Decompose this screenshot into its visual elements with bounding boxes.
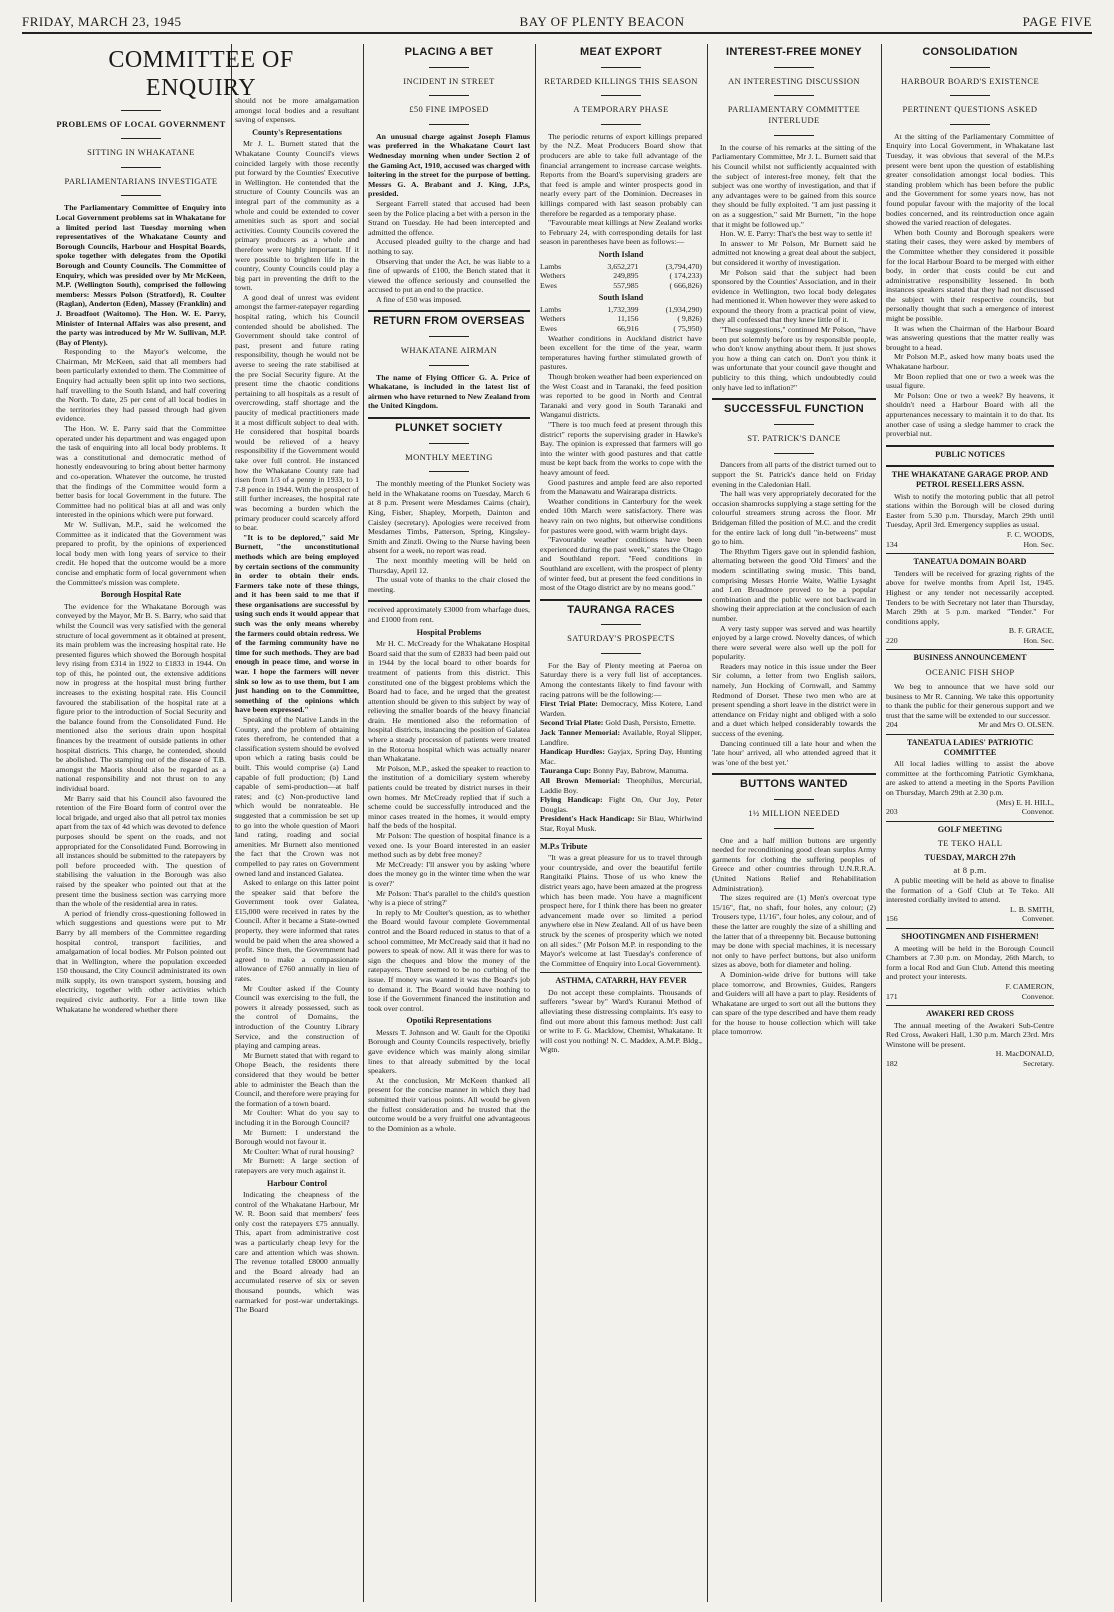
- divider: [56, 162, 226, 172]
- divider: [540, 91, 702, 101]
- article-paragraph: Weather conditions in Auckland district have been excellent for the time of the year, warm temperatures having further stimulated growth of pastures.: [540, 333, 702, 372]
- divider: [886, 465, 1054, 467]
- article-paragraph: "Favourable meat killings at New Zealand works to February 24, with corresponding details for last season in parentheses have been as follows:—: [540, 218, 702, 247]
- divider: [540, 599, 702, 601]
- divider: [712, 419, 876, 429]
- article-paragraph: The periodic returns of export killings prepared by the N.Z. Meat Producers Board show that producers are able to take full advantage of the financial arrangement to increase carcase weights. Reports from the Board's supervising graders are that feed is ample and winter prospects good in nearly every part of the Dominion. Decreases in killings compared with last season probably can therefore be regarded as a temporary phase.: [540, 131, 702, 218]
- column-6: [886, 44, 1054, 1604]
- table-row: Wethers 11,156 ( 9,826): [540, 314, 702, 324]
- article-paragraph: Hon. W. E. Parry: That's the best way to settle it!: [720, 229, 873, 239]
- killings-table-north: [540, 262, 702, 291]
- notice-signature: F. C. WOODS,: [1006, 529, 1054, 539]
- article-paragraph: It was when the Chairman of the Harbour Board was answering questions that the matter really was brought to a head.: [886, 323, 1054, 352]
- notice-garage-association: [886, 470, 1054, 549]
- divider: [368, 310, 530, 312]
- race-entry: Second Trial Plate: Gold Dash, Persisto, Ernette.: [540, 718, 696, 728]
- divider: [886, 1005, 1054, 1006]
- subhead: PARLIAMENTARY COMMITTEE INTERLUDE: [727, 104, 861, 126]
- divider: [886, 445, 1054, 447]
- article-paragraph: should not be more amalgamation amongst local bodies and a resultant saving of expenses.: [235, 96, 359, 125]
- divider: [712, 91, 876, 101]
- divider: [540, 119, 702, 129]
- notice-text: A public meeting will be held as above to finalise the formation of a Golf Club at Te Teko. All interested cordially invited to attend.: [886, 875, 1054, 905]
- divider: [712, 823, 876, 833]
- notice-footer: 156 Convener.: [886, 914, 1054, 924]
- table-heading: South Island: [598, 293, 644, 303]
- article-paragraph: "These suggestions," continued Mr Polson, "have been put solemnly before us by responsible people, who don't know anything about them. It just shows you how a thing can catch on. Don't you think it was unfortunate that your council gave thought and publicity to this thing, which undoubtedly could only have led to inflation?": [712, 325, 876, 392]
- column-4: [540, 44, 702, 1604]
- divider: [540, 62, 702, 72]
- issue-date: FRIDAY, MARCH 23, 1945: [22, 14, 182, 29]
- table-row: Lambs 1,732,399 (1,934,290): [540, 304, 702, 314]
- subhead: £50 FINE IMPOSED: [409, 104, 489, 115]
- subhead: INCIDENT IN STREET: [403, 75, 495, 86]
- subhead-local-government: PROBLEMS OF LOCAL GOVERNMENT: [56, 118, 226, 129]
- divider: [56, 191, 226, 201]
- headline-placing-a-bet: PLACING A BET: [404, 46, 494, 58]
- race-entry: Jack Tanner Memorial: Available, Royal Slipper, Landfire.: [540, 728, 702, 747]
- subhead: ST. PATRICK'S DANCE: [747, 432, 841, 443]
- notice-footer: 134 Hon. Sec.: [886, 539, 1054, 549]
- notice-footer: 220 Hon. Sec.: [886, 635, 1054, 645]
- divider: [712, 130, 876, 140]
- article-paragraph: Readers may notice in this issue under the Beer Sir column, a letter from two English sailors, namely, Jun Hocking of Cornwall, and Sammy Redmond of Dorset. These two men who are at present spending a short leave in the district were in attendance on Friday night and obliged with a solo and a duet which helped considerably towards the success of the evening.: [712, 661, 876, 739]
- paper-name: BAY OF PLENTY BEACON: [519, 14, 685, 29]
- divider: [886, 62, 1054, 72]
- article-paragraph: Sergeant Farrell stated that accused had been seen by the Police placing a bet with a person in the Strand on Tuesday. He had been intercepted and admitted the offence.: [368, 198, 530, 237]
- article-paragraph: Mr Burnett: I understand the Borough would not favour it.: [235, 1127, 359, 1147]
- race-entry: First Trial Plate: Democracy, Miss Kotere, Land Warden.: [540, 699, 702, 718]
- article-paragraph: One and a half million buttons are urgently needed for reconditioning good clean surplus Army garments for clothing the suffering peoples of Greece and other countries through U.N.R.R.A. (United Nations Relief and Rehabilitation Administration).: [712, 835, 876, 893]
- divider: [540, 838, 702, 839]
- column-rule: [363, 44, 364, 1602]
- notice-domain-board: [886, 557, 1054, 645]
- table-row: Ewes 557,985 ( 666,826): [540, 280, 702, 290]
- article-paragraph: Mr Polson: One or two a week? By heavens, it shouldn't need a Harbour Board with all the appurtenances necessary to maintain it to do that. Its another case of using a sledge hammer to crack the proverbial nut.: [886, 390, 1054, 439]
- article-paragraph: Mr Polson, M.P., asked the speaker to reaction to the institution of a domiciliary system whereby patients could be treated by district nurses in their own homes. Mr McCready replied that if such a scheme could be successfully introduced and the minor cases treated in the homes, it would empty half the beds of the hospital.: [368, 763, 530, 831]
- divider: [540, 972, 702, 973]
- article-paragraph: Mr Burnett: A large section of ratepayers are very much against it.: [235, 1156, 359, 1175]
- notice-title: GOLF MEETING: [937, 824, 1003, 834]
- notice-text: We beg to announce that we have sold our business to Mr R. Canning. We take this opportunity to thank the public for their generous support and we trust that the same will be extended to our successor.: [886, 682, 1054, 720]
- article-paragraph: Mr Coulter: What of rural housing?: [243, 1146, 354, 1156]
- article-paragraph: Mr Polson M.P., asked how many boats used the Whakatane harbour.: [886, 352, 1054, 372]
- article-paragraph: At the sitting of the Parliamentary Committee of Enquiry into Local Government, in Whakatane last Tuesday, it was obvious that several of the M.P.s present were bent upon the question of establishing greater consolidation amongst local bodies. This standing problem which has been before the public and the Government for some years now, has not found popular favour with the majority of the local bodies concerned, and its reintroduction once again showed the varied reaction of delegates.: [886, 131, 1054, 228]
- subhead: MONTHLY MEETING: [405, 451, 493, 462]
- article-paragraph: Dancing continued till a late hour and when the 'late hour' arrived, all who attended agreed that it was 'one of the best yet.': [712, 738, 876, 767]
- article-paragraph: Mr H. C. McCready for the Whakatane Hospital Board said that the sum of £2833 had been paid out in 1944 by the local board to other boards for treatment of patients from this district. This constituted one of the biggest problems which the Board had to face, and he urged that the greatest attention should be given to this subject by way of relieving the smaller boards of the heavy financial drain. He mentioned also the reformation of hospital districts, instancing the position of Galatea where a steady procession of patients were treated in the Rotorua hospital which was actually nearer than Whakatane.: [368, 639, 530, 764]
- article-paragraph: received approximately £3000 from wharfage dues, and £1000 from rent.: [368, 605, 530, 624]
- article-paragraph: Weather conditions in Canterbury for the week ended 10th March were satisfactory. There was heavy rain on two nights, but otherwise conditions for pastures were good, with warm bright days.: [540, 496, 702, 535]
- article-lead: The Parliamentary Committee of Enquiry into Local Government problems sat in Whakatane for a limited period last Tuesday morning when representatives of the Whakatane County and Borough Councils, Harbour and Hospital Boards, spoke together with delegates from the Opotiki Borough and County Councils. The Committee of Enquiry, which was presided over by Mr McKeen, M.P. (Wellington South), comprised the following members: Messrs Polson (Stratford), R. Coulter (Raglan), Anderton (Eden), Massey (Franklin) and J. Broadfoot (Waitomo). The Hon. W. E. Parry, Minister of Internal Affairs was also present, and the party was introduced by Mr W. Sullivan, M.P. (Bay of Plenty).: [56, 203, 226, 347]
- notice-footer: 171 Convenor.: [886, 991, 1054, 1001]
- subhead-parliamentarians: PARLIAMENTARIANS INVESTIGATE: [64, 175, 218, 186]
- subhead: HARBOUR BOARD'S EXISTENCE: [900, 75, 1040, 86]
- column-rule: [231, 44, 232, 1602]
- subhead: AN INTERESTING DISCUSSION: [728, 75, 860, 86]
- article-paragraph: Accused pleaded guilty to the charge and had nothing to say.: [368, 237, 530, 256]
- headline-meat-export: MEAT EXPORT: [580, 46, 662, 58]
- notice-text: Wish to notify the motoring public that all petrol stations within the Borough will be closed during Easter from 5.30 p.m. Thursday, March 29th until Tuesday, April 3rd. Emergency supplies as usual.: [886, 491, 1054, 530]
- column-rule: [881, 44, 882, 1602]
- article-paragraph: Mr Burnett stated that with regard to Ohope Beach, the residents there considered that they would be better able to administer the Beach than the Council, and therefore were praying for the formation of a town board.: [235, 1050, 359, 1108]
- notice-shootingmen: [886, 932, 1054, 1001]
- article-paragraph: Observing that under the Act, he was liable to a fine of upwards of £100, the Bench stated that it viewed the offence seriously and counselled the accused to put an end to the practice.: [368, 256, 530, 295]
- divider: [712, 794, 876, 804]
- notice-time: at 8 p.m.: [953, 864, 987, 875]
- notice-signature: (Mrs) E. H. HILL,: [996, 797, 1054, 807]
- subhead: A TEMPORARY PHASE: [573, 104, 669, 115]
- notice-title: TANEATUA DOMAIN BOARD: [913, 557, 1027, 567]
- notice-footer: 203 Convenor.: [886, 807, 1054, 817]
- section-heading: Hospital Problems: [416, 627, 482, 637]
- article-paragraph: The Rhythm Tigers gave out in splendid fashion, alternating between the good 'Old Timers' and the modern scintillating swing music. This band, comprising Messrs Horrie Waite, Wallie Lysaght and Len Broadmore proved to be a popular combination and the public were not backward in showing their appreciation at the conclusion of each number.: [712, 546, 876, 623]
- headline-committee-of-enquiry: COMMITTEE OF ENQUIRY: [108, 47, 294, 101]
- notice-text: Tenders will be received for grazing rights of the above for twelve months from April 1st, 1945. Highest or any tender not necessarily accepted. Tenders to be with Secretary not later than Thursday, March 29th at 5 p.m. marked "Tender." For conditions apply,: [886, 568, 1054, 626]
- subhead-sitting: SITTING IN WHAKATANE: [87, 147, 195, 158]
- article-paragraph: At the conclusion, Mr McKeen thanked all present for the concise manner in which they had submitted their various points. All would be given the fullest consideration and he trusted that the outcome would be a very fruitful one advantageous to the Dominion as a whole.: [368, 1075, 530, 1133]
- notice-subtitle: TE TEKO HALL: [937, 838, 1003, 849]
- notice-golf-meeting: [886, 825, 1054, 924]
- section-heading: County's Representations: [252, 127, 342, 137]
- race-entry: Handicap Hurdles: Gayjax, Spring Day, Hunting Mac.: [540, 747, 703, 766]
- article-paragraph: Asked to enlarge on this latter point the speaker said that before the Government took over Galatea, £15,000 were received in rates by the Council. After it became a State-owned property, they were informed that rates would be paid when the area showed a profit. Since then, the Government had agreed to make a compassionate allowance of £760 annually in lieu of rates.: [235, 878, 359, 984]
- subhead: WHAKATANE AIRMAN: [400, 345, 498, 356]
- notice-footer: 204 Mr and Mrs O. OLSEN.: [886, 720, 1054, 730]
- article-paragraph: The hall was very appropriately decorated for the occasion shamrocks supplying a stage setting for the colourful streamers strung across the floor. Mr Bridgeman filled the position of M.C. and the credit for the entire lack of long dull "in-betweens" must go to him.: [712, 489, 876, 547]
- article-paragraph: A period of friendly cross-questioning followed in which suggestions and questions were put to Mr Barry by all members of the Committee regarding hospital control, transport facilities, and amalgamation of local bodies. Mr Polson pointed out that in Wellington, where the population exceeded 150 thousand, the City Council administrated its own milk supply, its own transport system, housing and electricity, together with other activities which required civic authority. For a little town like Whakatane he wondered whether there: [56, 908, 226, 1014]
- notice-text: A meeting will be held in the Borough Council Chambers at 7.30 p.m. on Monday, 26th March, to form a local Rod and Gun Club. Attend this meeting and protect your interests.: [886, 943, 1054, 982]
- article-paragraph: Mr Coulter asked if the County Council was exercising to the full, the powers it already possessed, such as the control of Domains, the introduction of the Country Library Service, and the construction of playing and camping areas.: [235, 983, 359, 1051]
- notice-subtitle: OCEANIC FISH SHOP: [925, 667, 1015, 678]
- divider: [368, 331, 530, 341]
- divider: [368, 600, 530, 602]
- divider: [886, 553, 1054, 554]
- headline-return-from-overseas: RETURN FROM OVERSEAS: [373, 315, 525, 328]
- article-paragraph: The sizes required are (1) Men's overcoat type 15/16", flat, no shaft, four holes, any colour; (2) Trousers type, 11/16", four holes, any colour, and of these the latter are roughly the size of a shilling and the latter that of a threepenny bit. Because buttoning may be done with special machines, it is necessary not only to have perfect buttons, but also uniform sizes as above, both for diameter and holing.: [712, 893, 876, 970]
- article-paragraph: The next monthly meeting will be held on Thursday, April 12.: [368, 555, 530, 575]
- article-paragraph: In reply to Mr Coulter's question, as to whether the Board would favour complete Governmental control and the Board reduced in status to that of a school committee, Mr McCready said that it had no powers to speak of now. All it was there for was to sign the cheques and blow the money of the ratepayers. There seemed to be no curbing of the issue. If money was wanted it was the Board's job to demand it. The Board would have nothing to lose if the Government financed the institution and took over control.: [368, 907, 530, 1013]
- article-paragraph: The monthly meeting of the Plunket Society was held in the Whakatane rooms on Tuesday, March 6 at 8 p.m. Present were Mesdames Cairns (chair), King, Fisher, Shapley, Morpeth, Dainton and Caisley (secretary). Apologies were received from Mesdames Timbs, Patterson, Spring, Kingsley-Smith and Zinzli. Owing to the Nurse having been absent for a week, no report was read.: [368, 479, 530, 556]
- notice-text: The annual meeting of the Awakeri Sub-Centre Red Cross, Awakeri Hall, 1.30 p.m. March 23rd. Mrs Winstone will be present.: [886, 1020, 1054, 1049]
- column-rule: [535, 44, 536, 1602]
- article-paragraph: Mr Polson: The question of hospital finance is a vexed one. Is your Board interested in an easier method such as by debt free money?: [368, 831, 530, 860]
- notice-text: All local ladies willing to assist the above committee at the forthcoming Patriotic Gymkhana, are asked to attend a meeting in the Sports Pavilion on Thursday, March 29th at 2.30 p.m.: [886, 759, 1054, 797]
- article-paragraph: Mr McCready: I'll answer you by asking 'where does the money go in the winter time when the war is over?': [368, 859, 530, 888]
- article-paragraph: Mr Boon replied that one or two a week was the usual figure.: [886, 371, 1054, 391]
- article-paragraph: Mr J. L. Burnett stated that the Whakatane County Council's views coincided largely with those recently put forward by the Counties' Executive in Wellington. He contended that the structure of County Councils was an integral part of the community as a whole and could be extended to cover amenities such as sport and social activities. County Councils covered the primary producers as a whole and therefore were highly important. If it were possible to brighten life in the country, County Councils could play a big part in preventing the drift to the town.: [235, 139, 359, 293]
- headline-consolidation: CONSOLIDATION: [922, 46, 1018, 58]
- killings-table-south: [540, 305, 702, 334]
- article-paragraph: Mr Coulter: What do you say to including it in the Borough Council?: [235, 1108, 359, 1127]
- race-entry: All Brown Memorial: Theophilus, Mercurial, Laddie Boy.: [540, 776, 702, 795]
- quoted-statement: "It is to be deplored," said Mr Burnett, "the unconstitutional methods which are being employed by certain sections of the community in order to obtain their ends. Farmers take note of these things, and it has been said to me that if these organisations are successful by using such ends it would appear that such was the only means whereby the farmers could obtain redress. We of the farming community have no time for such methods. They are bad enough in peace time, and worse in war. I hope the farmers will never sink so low as to use them, but I am just handing on to the Committee, something of the opinions which have been expressed.": [235, 532, 359, 715]
- article-paragraph: The name of Flying Officer G. A. Price of Whakatane, is included in the latest list of airmen who have returned to New Zealand from the United Kingdom.: [368, 372, 530, 411]
- divider: [56, 105, 226, 115]
- article-paragraph: Responding to the Mayor's welcome, the Chairman, Mr McKeen, said that all members had been particularly extended to them. The Committee of Enquiry had actually been split up into two sections, half travelling to the South Island, and half covering the North. To date, 25 per cent of all local bodies in the territories they had passed through had given evidence.: [56, 347, 226, 424]
- divider: [886, 649, 1054, 650]
- section-heading: M.P.s Tribute: [540, 841, 588, 851]
- article-paragraph: When both County and Borough speakers were stating their cases, they were asked by members of the Committee whether they considered it possible for the local Harbour Board to be merged with either body, in order that costs could be cut and administrative responsibility lessened. In both instances speakers stated that they had not discussed the subject with their respective councils, but personally thought that such a emergence of interest might be possible.: [886, 227, 1054, 324]
- article-paragraph: The usual vote of thanks to the chair closed the meeting.: [368, 575, 530, 594]
- table-row: Lambs 3,652,271 (3,794,470): [540, 261, 702, 271]
- article-paragraph: The evidence for the Whakatane Borough was conveyed by the Mayor, Mr B. S. Barry, who said that whilst the Council was very satisfied with the general structure of local government as it obtained at present, its main problem was the increasing hospital rate. He presented figures which showed the Borough hospital levy rising from £314 in 1922 to £1833 in 1944. On top of this, he pointed out, the extensive additions now in progress at the hospital must bring further increases to the existing hospital rate. His Council favoured the stabilisation of the hospital rate at a figure prior to the introduction of Social Security and the balance found from the Consolidated Fund. He mentioned also the serious drain upon hospital finances by the treatment of outside patients in other hospital districts. This charge, he contended, should be abolished. The stamping out of the disease of T.B. amongst the Maoris should also be regarded as a national responsibility and not thrust on to any individual board.: [56, 601, 226, 793]
- headline-interest-free-money: INTEREST-FREE MONEY: [726, 46, 862, 58]
- divider: [886, 928, 1054, 929]
- headline-successful-function: SUCCESSFUL FUNCTION: [724, 403, 864, 416]
- advert-heading: ASTHMA, CATARRH, HAY FEVER: [555, 976, 687, 986]
- divider: [368, 467, 530, 477]
- divider: [368, 438, 530, 448]
- article-paragraph: Indicating the cheapness of the control of the Whakatane Harbour, Mr W. R. Boon said that members' fees only cost the ratepayers £75 annually. This, apart from administrative cost was a particularly cheap levy for the care and attention which was shown. The revenue totalled £8000 annually and the Board already had an accumulated reserve of six or seven thousand pounds, which was earmarked for post-war undertakings. The Board: [235, 1190, 359, 1315]
- article-paragraph: "There is too much feed at present through this district" reports the supervising grader in Hawke's Bay. The opinion is expressed that farmers will go into the winter with good pastures and that cattle must be kept back from the works to cope with the heavy amount of feed.: [540, 420, 702, 477]
- notice-date: TUESDAY, MARCH 27th: [924, 853, 1016, 863]
- article-paragraph: "Favourable weather conditions have been experienced during the past week," states the Otago and Southland report. "Feed conditions in Southland are excellent, with the prospect of plenty of winter feed, but at present the feed conditions in most of the Otago district are by no means good.": [540, 535, 702, 593]
- table-row: Wethers 249,895 ( 174,233): [540, 271, 702, 281]
- section-heading: Borough Hospital Rate: [100, 590, 182, 600]
- article-paragraph: Mr Barry said that his Council also favoured the retention of the Fire Board form of control over the local brigade, and urged also that all petrol tax monies apart from the tax of 4d which was devoted to defence purposes should be spent on the roads, and not appropriated for the Consolidated Fund. Borrowing in all instances should be submitted to the ratepayers by poll before proceeded with. The question of stabilising the valuation in the Borough was also raised by the speaker who pointed out that at the present time the business section was carrying more than the whole of the residential area in rates.: [56, 793, 226, 909]
- notice-footer: 182 Secretary.: [886, 1059, 1054, 1069]
- article-paragraph: Mr W. Sullivan, M.P., said he welcomed the Committee as it indicated that the Government was prepared to profit, by the opinions of experienced local body men with long years of service to their credit. He hoped that the outcome would be a more concise and emphatic form of local government when the Committee's mission was complete.: [56, 519, 226, 587]
- column-1: [56, 44, 294, 1604]
- article-paragraph: In answer to Mr Polson, Mr Burnett said he admitted not knowing a great deal about the subject, but considered it worthy of investigation.: [712, 238, 876, 267]
- divider: [540, 620, 702, 630]
- table-heading: North Island: [598, 249, 644, 259]
- divider: [886, 821, 1054, 822]
- article-paragraph: Good pastures and ample feed are also reported from the Manawatu and Wairarapa districts.: [540, 477, 702, 497]
- article-lead: An unusual charge against Joseph Flamus was preferred in the Whakatane Court last Wednesday morning when under Section 2 of the Gaming Act, 1910, accused was charged with loitering in the street for the purpose of betting. Messrs G. A. Brabant and J. King, J.P.s, presided.: [368, 131, 530, 199]
- article-paragraph: Dancers from all parts of the district turned out to support the St. Patrick's dance held on Friday evening in the Caledonian Hall.: [712, 460, 876, 489]
- section-heading: Harbour Control: [267, 1178, 327, 1188]
- masthead: [22, 4, 1092, 34]
- column-2: [235, 96, 359, 1604]
- headline-plunket-society: PLUNKET SOCIETY: [395, 422, 503, 435]
- divider: [368, 417, 530, 419]
- article-paragraph: A good deal of unrest was evident amongst the farmer-ratepayer regarding hospital rating, which his Council contended should be abolished. The Government should take control of past, present and future rating responsibility, though he would not be averse to seeing the rate stabilised at the pre Social Security figure. At the present time the chaotic conditions pertaining to all hospitals as a result of overcrowding, staff shortage and the paucity of medical practitioners made it a most difficult subject to deal with. He considered that hospital boards would be relieved of a heavy responsibility if the Government would take over full control. He instanced how the Whakatane County rate had risen from 1/3 of a penny in 1933, to 1 7-8 pence in 1944. With the prospect of still further increases, the hospital rate was becoming a burden which the primary producer could scarcely afford to bear.: [235, 292, 359, 533]
- notice-ladies-committee: [886, 738, 1054, 817]
- article-paragraph: The Hon. W. E. Parry said that the Committee operated under his department and was engaged upon the task of enquiring into all local body problems. It was a constitutional and democratic method of honestly endeavouring to bring about better harmony and co-operation. Whatever the outcome, he trusted that the findings of the Committee would form a better basis for local Government in the future. The Committee had no political bias at all and was only interested in the opinions which were put forward.: [56, 424, 226, 520]
- divider: [712, 773, 876, 775]
- headline-tauranga-races: TAURANGA RACES: [567, 603, 675, 616]
- divider: [368, 360, 530, 370]
- article-paragraph: For the Bay of Plenty meeting at Paeroa on Saturday there is a very full list of acceptances. Among the contestants likely to find favour with racing patrons will be the following:—: [540, 660, 702, 699]
- subhead: SATURDAY'S PROSPECTS: [567, 633, 675, 644]
- divider: [886, 91, 1054, 101]
- notice-signature: B. F. GRACE,: [1008, 626, 1054, 636]
- column-rule: [707, 44, 708, 1602]
- divider: [540, 648, 702, 658]
- public-notices-heading: PUBLIC NOTICES: [935, 449, 1005, 459]
- table-row: Ewes 66,916 ( 75,950): [540, 324, 702, 334]
- divider: [712, 448, 876, 458]
- notice-title: BUSINESS ANNOUNCEMENT: [913, 653, 1027, 663]
- subhead: PERTINENT QUESTIONS ASKED: [902, 104, 1038, 115]
- notice-signature: H. MacDONALD,: [995, 1049, 1054, 1059]
- article-paragraph: Speaking of the Native Lands in the County, and the problem of obtaining rates therefrom, he contended that a classification system should be evolved upon which a rating basis could be built. This would comprise (a) Land capable of full production; (b) Land capable of semi-production—at half rates; and (c) Non-productive land which would be nonrateable. He suggested that a commission be set up to go into the whole question of Maori land rating, roading and social amenities. Mr Burnett also mentioned the fact that the Crown was not compelled to pay rates on Government owned land and instanced Galatea.: [235, 715, 359, 878]
- article-paragraph: A fine of £50 was imposed.: [376, 294, 462, 304]
- subhead: 1½ MILLION NEEDED: [748, 808, 840, 818]
- notice-title: THE WHAKATANE GARAGE PROP. AND PETROL RESELLERS ASSN.: [891, 470, 1049, 489]
- divider: [712, 398, 876, 400]
- article-paragraph: A very tasty supper was served and was heartily enjoyed by a large crowd. Novelty dances, of which there were several were also well up the poll for popularity.: [712, 623, 876, 662]
- article-paragraph: A Dominion-wide drive for buttons will take place tomorrow, and Brownies, Guides, Rangers and Guiders will all have a part to play. Residents of Whakatane are urged to sort out all the buttons they can spare of the type described and have them ready for the house to house collection which will take place tomorrow.: [712, 969, 876, 1037]
- notice-title: SHOOTINGMEN AND FISHERMEN!: [901, 931, 1039, 941]
- notice-title: TANEATUA LADIES' PATRIOTIC COMMITTEE: [906, 738, 1034, 757]
- race-entry: President's Hack Handicap: Sir Blau, Whirlwind Star, Royal Musk.: [540, 814, 702, 833]
- article-paragraph: Mr Polson: That's parallel to the child's question 'why is a piece of string?': [368, 888, 530, 908]
- divider: [712, 62, 876, 72]
- notice-title: AWAKERI RED CROSS: [926, 1009, 1014, 1019]
- article-paragraph: Mr Polson said that the subject had been sponsored by the Counties' Association, and in their evidence in Wellington, two local body delegates had mentioned it. When however they were asked to expound the theory from a practical point of view, they all confessed that they knew little of it.: [712, 267, 876, 325]
- divider: [368, 91, 530, 101]
- page-number: PAGE FIVE: [1022, 14, 1092, 29]
- article-paragraph: "It was a great pleasure for us to travel through your countryside, and over the beautiful fertile Rangitaiki Plains. Those of us who knew the district years ago, have been amazed at the progress which has been made. You have a magnificent prospect here, for I think there has been no greater advancement made over so limited a period anywhere else in New Zealand. All of us have been struck by the scenes of prosperity which we noted on all sides." (Mr Polson M.P. in responding to the Mayor's welcome at last Tuesday's conference of the Committee of Enquiry into Local Government).: [540, 853, 702, 968]
- divider: [886, 119, 1054, 129]
- column-3: [368, 44, 530, 1604]
- divider: [886, 734, 1054, 735]
- divider: [56, 134, 226, 144]
- race-entry: Flying Handicap: Fight On, Our Joy, Peter Douglas.: [540, 795, 702, 814]
- headline-buttons-wanted: BUTTONS WANTED: [740, 778, 848, 791]
- subhead: RETARDED KILLINGS THIS SEASON: [544, 75, 698, 86]
- advert-text: Do not accept these complaints. Thousands of sufferers "swear by" Ward's Kuranui Method of alleviating these distressing complaints. It's easy to find out more about this famous method: Just call or write to F. G. Macklow, Chemist, Whakatane. It will cost you nothing! N. C. Maddex, A.M.P. Bldg., Wgtn.: [540, 987, 702, 1055]
- divider: [368, 62, 530, 72]
- notice-signature: L. B. SMITH,: [1010, 904, 1054, 914]
- notice-red-cross: [886, 1009, 1054, 1069]
- article-paragraph: In the course of his remarks at the sitting of the Parliamentary Committee, Mr J. L. Burnett said that his Council whilst not sufficiently acquainted with the subject of interest-free money, felt that the subject was one worthy of investigation, and that if any advantages were to be gained from this source they should be fully exploited. "I am just passing it on as a suggestion," said Mr Burnett, "in the hope that it might be followed up.": [712, 142, 876, 229]
- divider: [368, 119, 530, 129]
- notice-business-announcement: [886, 653, 1054, 730]
- article-paragraph: Messrs T. Johnson and W. Gault for the Opotiki Borough and County Councils respectively, briefly gave evidence which was mainly along similar lines to that already submitted by the local speakers.: [368, 1027, 530, 1076]
- notice-signature: F. CAMERON,: [1005, 981, 1054, 991]
- race-entry: Tauranga Cup: Bonny Pay, Babrow, Manuma.: [540, 766, 689, 776]
- column-5: [712, 44, 876, 1604]
- article-paragraph: Though broken weather had been experienced on the West Coast and in Taranaki, the feed position was reported to be good in North and Central Taranaki and very good in South Taranaki and Wanganui districts.: [540, 372, 702, 420]
- section-heading: Opotiki Representations: [406, 1016, 492, 1026]
